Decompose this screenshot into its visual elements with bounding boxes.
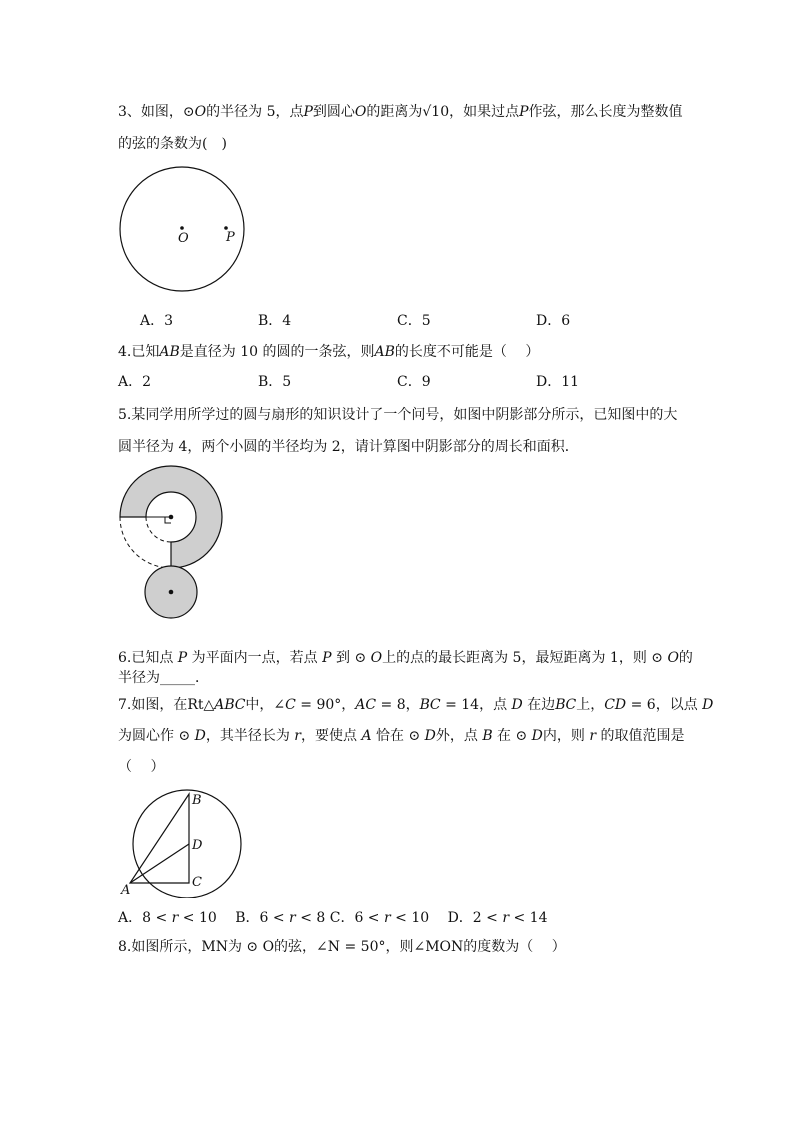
q3-center-point <box>180 226 184 230</box>
q4-option-b: B．5 <box>258 374 292 390</box>
q4-option-c: C．9 <box>397 374 431 390</box>
q7-label-a: A <box>121 883 131 898</box>
q3-option-d: D．6 <box>536 313 571 329</box>
q7-circle-d <box>133 790 241 898</box>
q7-text-line2: 为圆心作 ⊙ 𝐷，其半径长为 𝑟，要使点 𝐴 恰在 ⊙ 𝐷外，点 𝐵 在 ⊙ 𝐷内，则 𝑟 的取值范围是 <box>118 728 685 744</box>
q6-text-line2: 半径为_____． <box>118 670 209 686</box>
q7-label-c: C <box>192 875 202 890</box>
q5-dashed-arc-outer <box>120 517 171 568</box>
q3-label-p: P <box>226 230 235 245</box>
q8-text-line1: 8.如图所示，MN为 ⊙ O的弦，∠N = 50°，则∠MON的度数为（ ） <box>118 939 566 955</box>
q7-triangle-figure <box>116 788 248 898</box>
q5-question-mark-figure <box>116 462 228 622</box>
q6-text-line1: 6.已知点 𝑃 为平面内一点，若点 𝑃 到 ⊙ 𝑂上的点的最长距离为 5，最短距离为 1，则 ⊙ 𝑂的 <box>118 650 693 666</box>
q4-option-a: A．2 <box>118 374 152 390</box>
q3-option-c: C．5 <box>397 313 431 329</box>
q7-text-line3: （ ） <box>118 759 165 775</box>
q4-option-d: D．11 <box>536 374 580 390</box>
q5-small-circle-center <box>169 590 174 595</box>
q7-text-line1: 7.如图，在Rt△𝐴𝐵𝐶中，∠𝐶 = 90°，𝐴𝐶 = 8，𝐵𝐶 = 14，点 𝐷 在边𝐵𝐶上，𝐶𝐷 = 6，以点 𝐷 <box>118 697 714 713</box>
q5-dashed-arc-inner <box>146 517 171 542</box>
q5-center-point <box>169 515 174 520</box>
q7-triangle-abc <box>130 794 189 883</box>
q3-text-line2: 的弦的条数为( ) <box>118 136 227 152</box>
q3-label-o: O <box>178 231 189 246</box>
q3-text-line1: 3、如图，⊙𝑂的半径为 5，点𝑃到圆心𝑂的距离为√10，如果过点𝑃作弦，那么长度为整数值 <box>118 104 683 120</box>
q3-option-b: B．4 <box>258 313 292 329</box>
q5-text-line2: 圆半径为 4，两个小圆的半径均为 2，请计算图中阴影部分的周长和面积． <box>118 439 579 455</box>
q3-option-a: A．3 <box>140 313 174 329</box>
q7-label-b: B <box>192 793 202 808</box>
q5-text-line1: 5.某同学用所学过的圆与扇形的知识设计了一个问号，如图中阴影部分所示，已知图中的大 <box>118 407 678 423</box>
q4-text-line1: 4.已知𝐴𝐵是直径为 10 的圆的一条弦，则𝐴𝐵的长度不可能是（ ） <box>118 344 540 360</box>
q7-label-d: D <box>192 838 203 853</box>
q7-segment-ad <box>130 844 189 883</box>
q3-figure <box>116 165 252 295</box>
q7-options: A．8 < 𝑟 < 10 B．6 < 𝑟 < 8 C．6 < 𝑟 < 10 D．2 < 𝑟 < 14 <box>118 910 548 926</box>
